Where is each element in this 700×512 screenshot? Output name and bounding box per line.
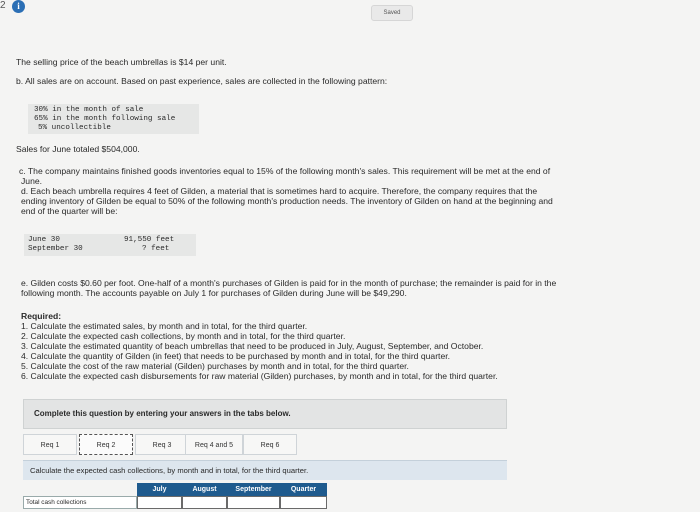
requirement-prompt-bar <box>23 460 507 480</box>
collection-line-3: 5% uncollectible <box>38 124 111 132</box>
column-header-july: July <box>137 483 182 496</box>
row-label-total-cash-collections: Total cash collections <box>23 496 137 509</box>
required-item-2: 2. Calculate the expected cash collections, by month and in total, for the third quarter. <box>21 331 346 341</box>
inventory-date-1: June 30 <box>28 236 60 244</box>
column-header-quarter: Quarter <box>280 483 327 496</box>
collection-line-2: 65% in the month following sale <box>34 115 176 123</box>
question-number: 2 <box>0 0 6 11</box>
tab-req-2[interactable]: Req 2 <box>79 434 133 455</box>
collection-line-1: 30% in the month of sale <box>34 106 144 114</box>
input-september-total[interactable] <box>227 496 280 509</box>
instruction-banner <box>23 399 507 429</box>
required-title: Required: <box>21 311 62 321</box>
item-e-text: e. Gilden costs $0.60 per foot. One-half of a month's purchases of Gilden is paid for in the month of purchase; the remainder is paid for in the following month. The accounts payable on July 1 for purchases of Gilden during June will be $49,290. <box>21 278 557 298</box>
tab-req-4-and-5[interactable]: Req 4 and 5 <box>185 434 243 455</box>
required-item-4: 4. Calculate the quantity of Gilden (in feet) that needs to be purchased by month and in total, for the third quarter. <box>21 351 450 361</box>
required-item-1: 1. Calculate the estimated sales, by month and in total, for the third quarter. <box>21 321 308 331</box>
price-text: The selling price of the beach umbrellas is $14 per unit. <box>16 57 227 67</box>
required-item-5: 5. Calculate the cost of the raw material (Gilden) purchases by month and in total, for the third quarter. <box>21 361 409 371</box>
column-header-september: September <box>227 483 280 496</box>
inventory-value-1: 91,550 feet <box>124 236 175 244</box>
tab-req-1[interactable]: Req 1 <box>23 434 77 455</box>
item-d-text: d. Each beach umbrella requires 4 feet of Gilden, a material that is sometimes hard to acquire. Therefore, the company requires that the ending inventory of Gilden be equal to 50% of the following month's production needs. The inventory of Gilden on hand at the beginning and end of the quarter will be: <box>21 186 553 216</box>
gilden-inventory-box <box>24 234 196 256</box>
requirement-prompt: Calculate the expected cash collections, by month and in total, for the third quarter. <box>30 466 309 475</box>
column-header-august: August <box>182 483 227 496</box>
required-item-3: 3. Calculate the estimated quantity of beach umbrellas that need to be produced in July, August, September, and October. <box>21 341 484 351</box>
input-july-total[interactable] <box>137 496 182 509</box>
tab-req-3[interactable]: Req 3 <box>135 434 189 455</box>
saved-status-badge: Saved <box>371 5 413 21</box>
tab-req-6[interactable]: Req 6 <box>243 434 297 455</box>
item-b-text: b. All sales are on account. Based on past experience, sales are collected in the following pattern: <box>16 76 388 86</box>
inventory-date-2: September 30 <box>28 245 83 253</box>
instruction-text: Complete this question by entering your answers in the tabs below. <box>34 409 291 418</box>
june-sales-text: Sales for June totaled $504,000. <box>16 144 140 154</box>
item-c-text: c. The company maintains finished goods inventories equal to 15% of the following month's sales. This requirement will be met at the end of June. <box>19 166 551 186</box>
collection-pattern-box <box>28 104 199 134</box>
input-august-total[interactable] <box>182 496 227 509</box>
info-icon[interactable]: i <box>12 0 25 13</box>
inventory-value-2: ? feet <box>142 245 170 253</box>
input-quarter-total[interactable] <box>280 496 327 509</box>
required-item-6: 6. Calculate the expected cash disbursements for raw material (Gilden) purchases, by month and in total, for the third quarter. <box>21 371 498 381</box>
